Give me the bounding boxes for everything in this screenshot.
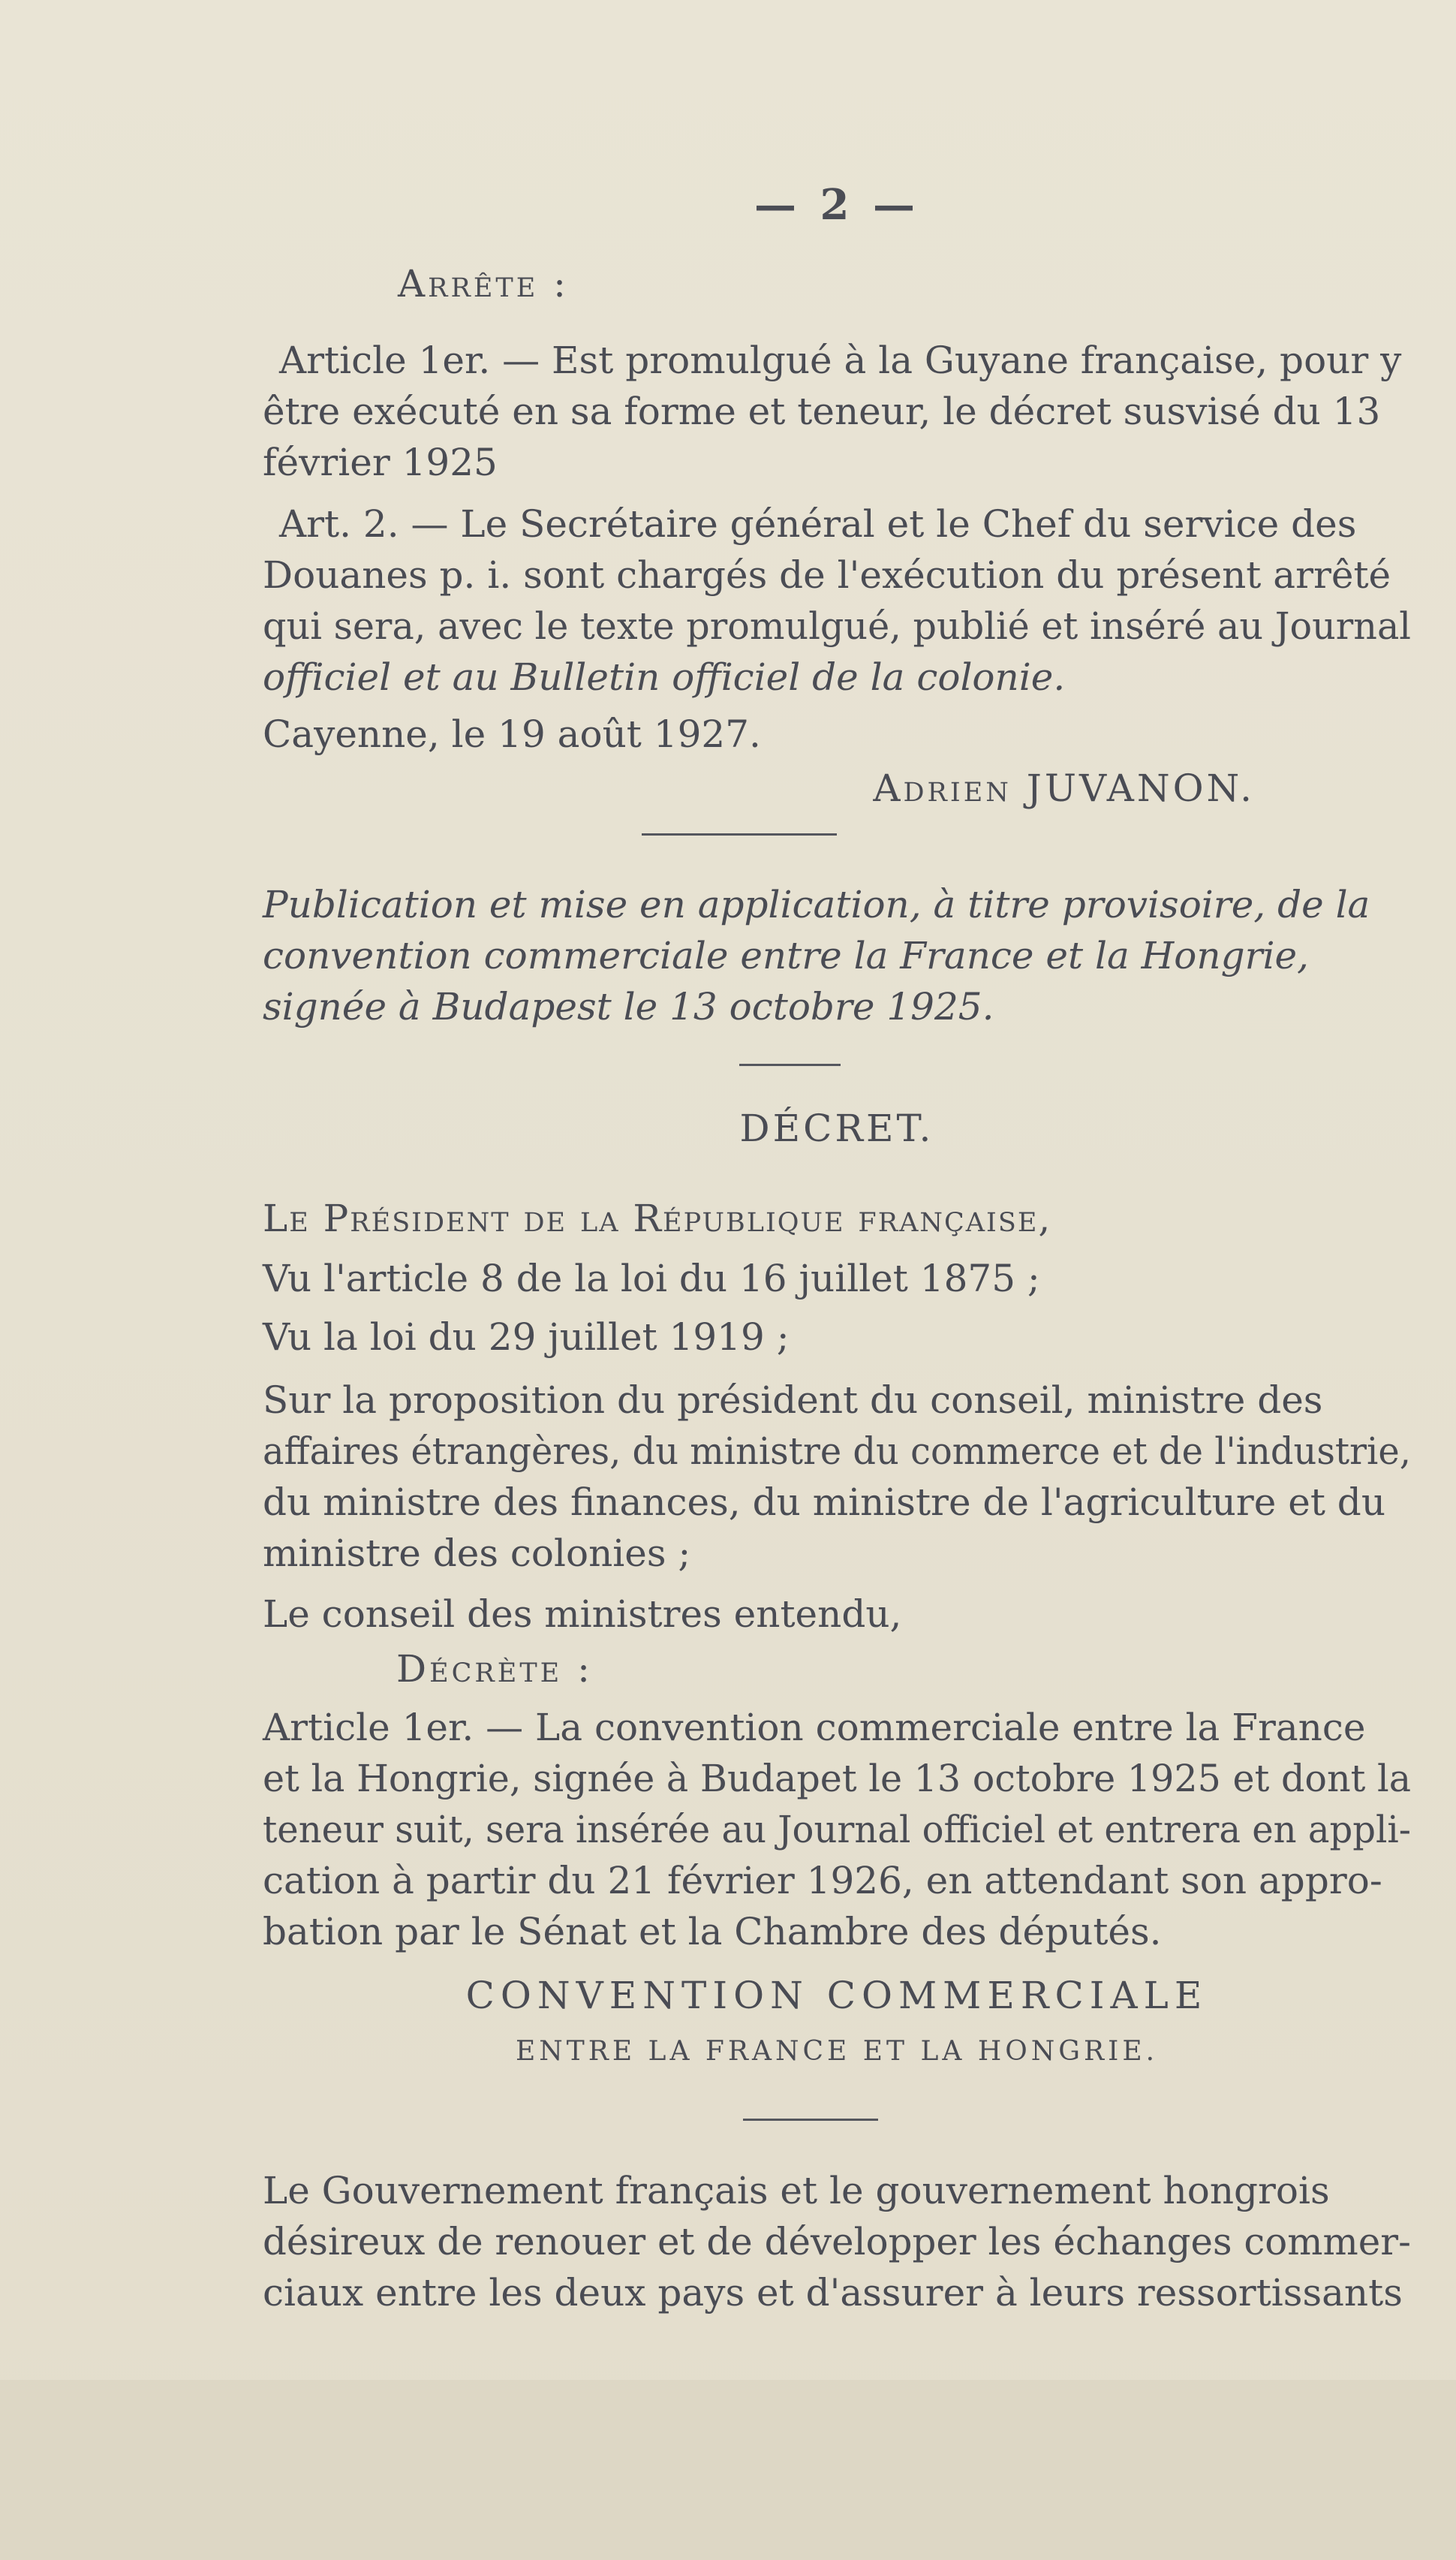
decret-article1-line1: Article 1er. — La convention commerciale entre la France [263,1706,1366,1749]
conseil-line: Le conseil des ministres entendu, [263,1592,902,1636]
decret-article1-line5: bation par le Sénat et la Chambre des députés. [263,1910,1162,1953]
separator-rule-1 [642,833,837,836]
proposition-line3: du ministre des finances, du ministre de l'agriculture et du [263,1480,1386,1524]
decret-article1-line4: cation à partir du 21 février 1926, en attendant son appro- [263,1859,1382,1902]
article1-line1: Article 1er. — Est promulgué à la Guyane française, pour y [279,339,1402,382]
decret-article1-line3: teneur suit, sera insérée au Journal officiel et entrera en appli- [263,1808,1411,1851]
preamble-line1: Le Gouvernement français et le gouvernement hongrois [263,2169,1330,2212]
article2-line4: officiel et au Bulletin officiel de la colonie. [263,655,1066,699]
proposition-line2: affaires étrangères, du ministre du commerce et de l'industrie, [263,1429,1411,1473]
arrete-heading: Arrête : [398,262,569,306]
convention-title: CONVENTION COMMERCIALE [465,1974,1208,2017]
article2-line1: Art. 2. — Le Secrétaire général et le Chef du service des [279,502,1357,546]
decret-heading: DÉCRET. [739,1107,934,1150]
proposition-line4: ministre des colonies ; [263,1531,691,1575]
signature: Adrien JUVANON. [873,766,1255,810]
page-number: — 2 — [754,180,919,230]
president-line: Le Président de la République française, [263,1197,1052,1240]
convention-subtitle: ENTRE LA FRANCE ET LA HONGRIE. [515,2036,1159,2067]
publication-title-line2: convention commerciale entre la France et la Hongrie, [263,934,1309,977]
publication-title-line3: signée à Budapest le 13 octobre 1925. [263,985,994,1029]
place-date: Cayenne, le 19 août 1927. [263,712,761,756]
decrete-heading: Décrète : [396,1647,593,1691]
article2-line2: Douanes p. i. sont chargés de l'exécution du présent arrêté [263,553,1391,597]
page-bottom-margin [0,2380,1456,2560]
publication-title-line1: Publication et mise en application, à titre provisoire, de la [263,883,1370,926]
vu-line-1: Vu l'article 8 de la loi du 16 juillet 1875 ; [263,1257,1040,1300]
preamble-line2: désireux de renouer et de développer les échanges commer- [263,2220,1411,2263]
article2-line3: qui sera, avec le texte promulgué, publié et inséré au Journal [263,604,1412,648]
separator-rule-3 [743,2119,878,2121]
article1-line2: être exécuté en sa forme et teneur, le décret susvisé du 13 [263,390,1381,433]
article1-line3: février 1925 [263,441,498,484]
proposition-line1: Sur la proposition du président du conseil, ministre des [263,1378,1323,1422]
separator-rule-2 [739,1064,841,1066]
preamble-line3: ciaux entre les deux pays et d'assurer à leurs ressortissants [263,2271,1403,2315]
decret-article1-line2: et la Hongrie, signée à Budapet le 13 octobre 1925 et dont la [263,1757,1412,1800]
vu-line-2: Vu la loi du 29 juillet 1919 ; [263,1315,790,1359]
